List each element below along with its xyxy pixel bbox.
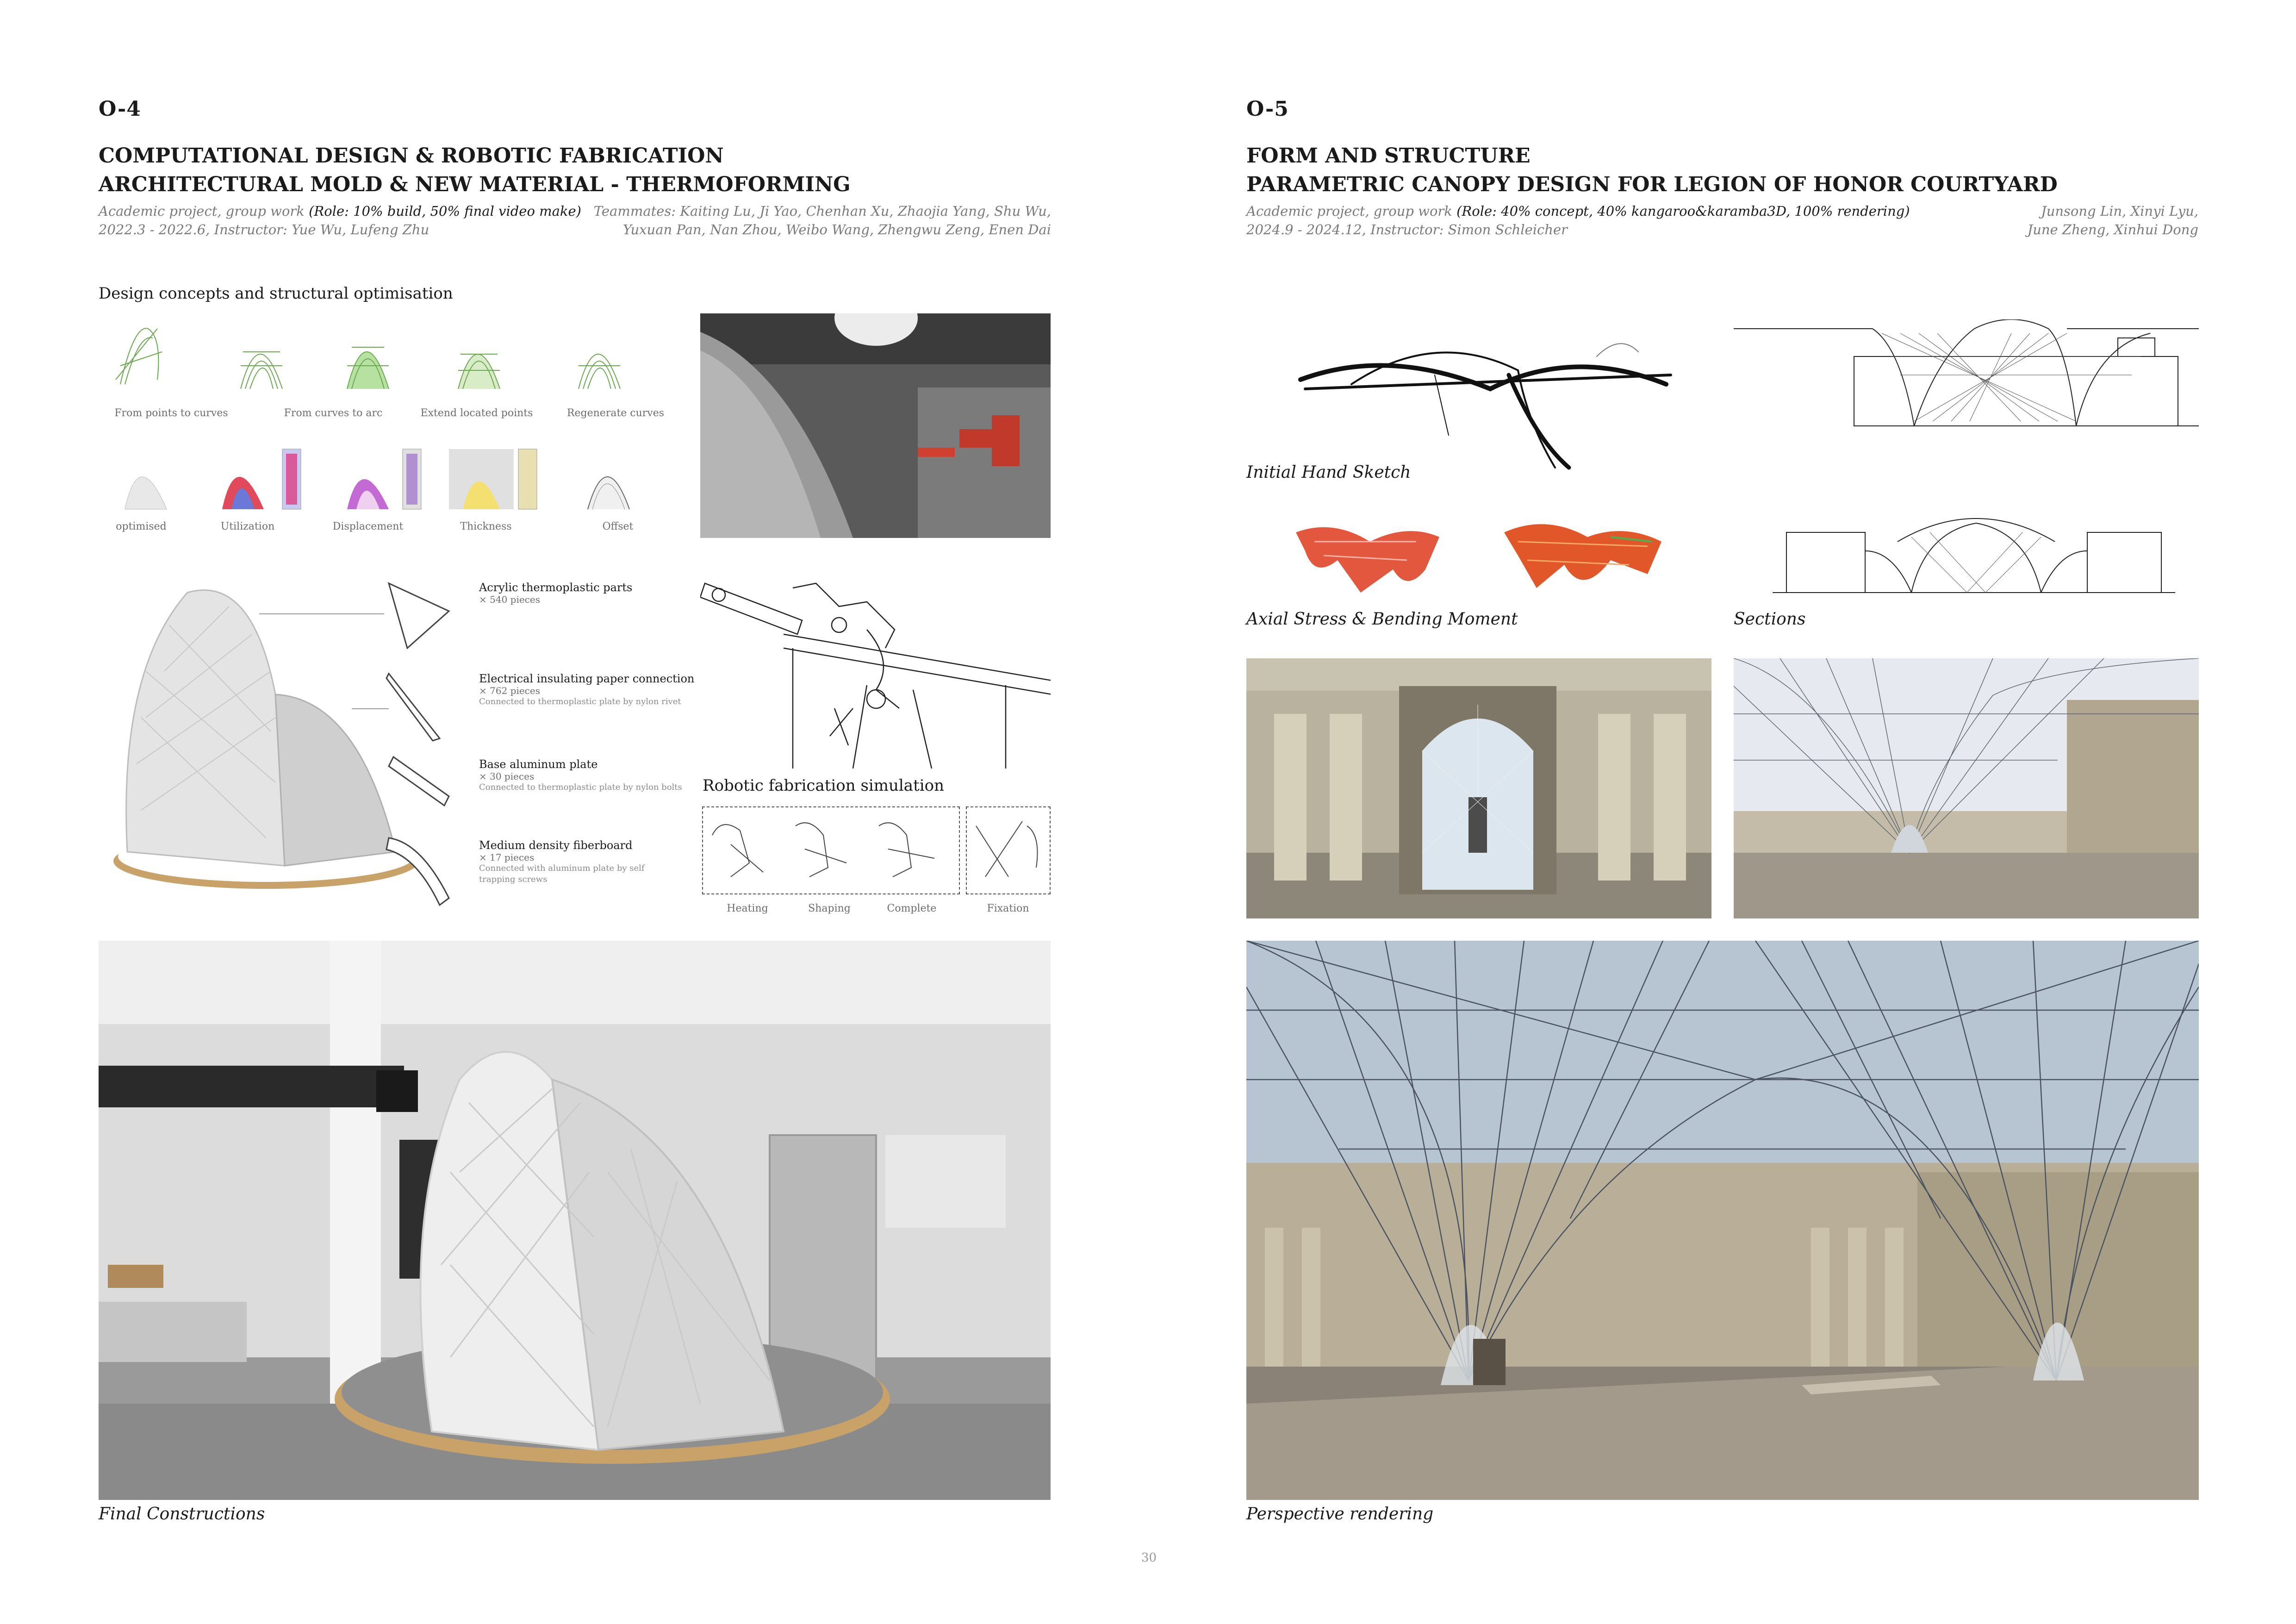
analysis-label: Utilization	[220, 521, 275, 532]
sections-caption: Sections	[1734, 610, 1806, 629]
meta-role: (Role: 40% concept, 40% kangaroo&karamba3D, 100% rendering)	[1456, 203, 1910, 219]
sections-drawing	[1773, 505, 2175, 597]
concept-label: Extend located points	[420, 407, 533, 419]
courtyard-render-axial	[1246, 658, 1711, 918]
concept-label: Regenerate curves	[566, 407, 665, 419]
meta-dates: 2022.3 - 2022.6, Instructor: Yue Wu, Lufeng Zhu	[99, 222, 429, 237]
simulation-frame-fixation	[966, 806, 1051, 894]
hand-sketch	[1296, 319, 1675, 472]
part-label: Medium density fiberboard × 17 pieces Connected with aluminum plate by self trapping screws	[479, 839, 645, 884]
concepts-heading: Design concepts and structural optimisation	[99, 284, 453, 303]
title-line-2: ARCHITECTURAL MOLD & NEW MATERIAL - THERMOFORMING	[99, 173, 851, 196]
part-label: Base aluminum plate × 30 pieces Connected to thermoplastic plate by nylon bolts	[479, 758, 682, 792]
project-meta-left	[99, 202, 581, 239]
step-label: Complete	[887, 903, 937, 914]
project-code-right: O-5	[1246, 97, 1289, 121]
simulation-frames-group	[702, 806, 960, 894]
concept-label: From points to curves	[114, 407, 228, 419]
teammates-line-1: Junsong Lin, Xinyi Lyu,	[2041, 203, 2198, 219]
step-label: Heating	[727, 903, 768, 914]
analysis-label: Thickness	[460, 521, 512, 532]
part-label: Electrical insulating paper connection × 762 pieces Connected to thermoplastic plate by nylon rivet	[479, 672, 695, 706]
elevation-drawing	[1734, 319, 2199, 435]
project-meta-right	[1246, 202, 1910, 239]
stress-caption: Axial Stress & Bending Moment	[1246, 610, 1518, 629]
meta-prefix: Academic project, group work	[1246, 203, 1452, 219]
robot-line-drawing	[700, 569, 1051, 768]
teammates-left	[594, 202, 1051, 239]
project-title-left	[99, 142, 851, 199]
meta-prefix: Academic project, group work	[99, 203, 305, 219]
analysis-label: optimised	[116, 521, 167, 532]
project-code-left: O-4	[99, 97, 141, 121]
final-construction-photo	[99, 941, 1051, 1500]
title-line-1: COMPUTATIONAL DESIGN & ROBOTIC FABRICATION	[99, 144, 724, 168]
courtyard-render-canopy	[1734, 658, 2199, 918]
stress-analysis-models	[1287, 514, 1680, 606]
teammates-line-1: Teammates: Kaiting Lu, Ji Yao, Chenhan Xu, Zhaojia Yang, Shu Wu,	[593, 203, 1051, 219]
analysis-label: Displacement	[332, 521, 404, 532]
title-line-1: FORM AND STRUCTURE	[1246, 144, 1531, 168]
analysis-label: Offset	[602, 521, 634, 532]
perspective-rendering	[1246, 941, 2199, 1500]
project-title-right	[1246, 142, 2058, 199]
title-line-2: PARAMETRIC CANOPY DESIGN FOR LEGION OF HONOR COURTYARD	[1246, 173, 2058, 196]
analysis-diagrams-row2	[106, 440, 690, 518]
concept-label: From curves to arc	[284, 407, 383, 419]
concept-diagrams-row1	[106, 310, 690, 421]
part-label: Acrylic thermoplastic parts × 540 pieces	[479, 581, 633, 605]
sketch-caption: Initial Hand Sketch	[1246, 463, 1411, 482]
teammates-right	[2028, 202, 2198, 239]
robot-arm-photo	[700, 313, 1051, 538]
teammates-line-2: June Zheng, Xinhui Dong	[2027, 222, 2198, 237]
meta-dates: 2024.9 - 2024.12, Instructor: Simon Schleicher	[1246, 222, 1568, 237]
meta-role: (Role: 10% build, 50% final video make)	[309, 203, 581, 219]
step-label: Fixation	[987, 903, 1029, 914]
final-construction-caption: Final Constructions	[99, 1505, 265, 1524]
teammates-line-2: Yuxuan Pan, Nan Zhou, Weibo Wang, Zhengwu Zeng, Enen Dai	[622, 222, 1051, 237]
step-label: Shaping	[808, 903, 851, 914]
parts-exploded-icons	[380, 579, 463, 912]
perspective-caption: Perspective rendering	[1246, 1505, 1434, 1524]
page-number: 30	[1141, 1551, 1157, 1565]
robotic-heading: Robotic fabrication simulation	[703, 776, 944, 795]
leader-line	[259, 613, 384, 614]
